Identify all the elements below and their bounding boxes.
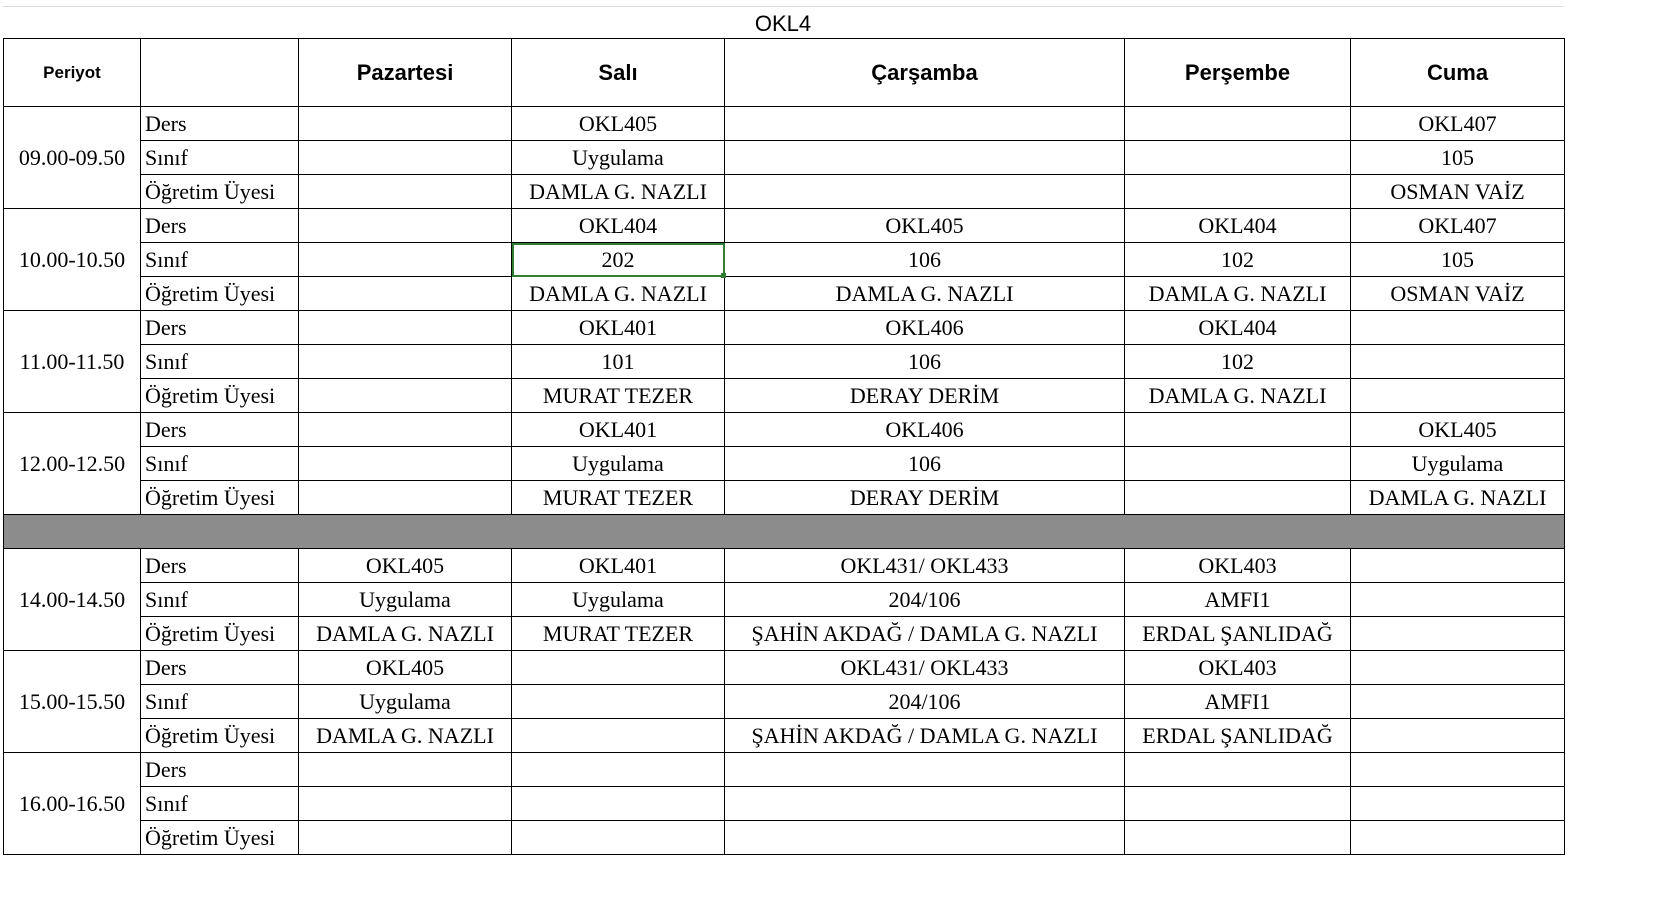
table-row — [4, 617, 1565, 651]
period-cell[interactable]: 14.00-14.50 — [4, 549, 141, 651]
period-cell[interactable]: 10.00-10.50 — [4, 209, 141, 311]
period-cell[interactable]: 16.00-16.50 — [4, 753, 141, 855]
cell-persembe-ogretim-uyesi[interactable] — [1125, 175, 1351, 209]
table-row — [4, 311, 1565, 345]
cell-carsamba-sinif[interactable]: 204/106 — [725, 685, 1125, 719]
cell-pazartesi-ders[interactable] — [299, 107, 512, 141]
cell-persembe-ogretim-uyesi[interactable]: DAMLA G. NAZLI — [1125, 379, 1351, 413]
cell-persembe-ders[interactable]: OKL404 — [1125, 209, 1351, 243]
cell-persembe-sinif[interactable] — [1125, 447, 1351, 481]
cell-persembe-sinif[interactable]: AMFI1 — [1125, 583, 1351, 617]
cell-cuma-ogretim-uyesi[interactable]: DAMLA G. NAZLI — [1351, 481, 1565, 515]
cell-pazartesi-ders[interactable] — [299, 413, 512, 447]
cell-pazartesi-sinif[interactable] — [299, 141, 512, 175]
table-row — [4, 787, 1565, 821]
row-label-sinif[interactable]: Sınıf — [141, 141, 299, 175]
sheet-title[interactable]: OKL4 — [3, 6, 1563, 39]
cell-cuma-ders[interactable]: OKL407 — [1351, 209, 1565, 243]
cell-persembe-ogretim-uyesi[interactable] — [1125, 481, 1351, 515]
table-row — [4, 821, 1565, 855]
cell-pazartesi-sinif[interactable] — [299, 447, 512, 481]
cell-carsamba-sinif[interactable]: 204/106 — [725, 583, 1125, 617]
table-row — [4, 549, 1565, 583]
cell-pazartesi-ogretim-uyesi[interactable] — [299, 277, 512, 311]
cell-carsamba-ogretim-uyesi[interactable]: DAMLA G. NAZLI — [725, 277, 1125, 311]
cell-persembe-ders[interactable] — [1125, 107, 1351, 141]
cell-persembe-ders[interactable]: OKL403 — [1125, 549, 1351, 583]
cell-sali-ders[interactable]: OKL401 — [512, 413, 725, 447]
cell-cuma-ders[interactable]: OKL405 — [1351, 413, 1565, 447]
period-cell[interactable]: 15.00-15.50 — [4, 651, 141, 753]
row-label-ogretim-uyesi[interactable]: Öğretim Üyesi — [141, 719, 299, 753]
cell-persembe-ders[interactable] — [1125, 413, 1351, 447]
row-label-ogretim-uyesi[interactable]: Öğretim Üyesi — [141, 821, 299, 855]
table-row — [4, 107, 1565, 141]
cell-persembe-ders[interactable]: OKL404 — [1125, 311, 1351, 345]
cell-persembe-sinif[interactable]: AMFI1 — [1125, 685, 1351, 719]
row-label-ders[interactable]: Ders — [141, 549, 299, 583]
table-row — [4, 243, 1565, 277]
cell-carsamba-sinif[interactable]: 106 — [725, 345, 1125, 379]
header-periyot[interactable]: Periyot — [4, 39, 141, 107]
table-row — [4, 379, 1565, 413]
lunch-break-row — [4, 515, 1565, 549]
cell-pazartesi-ogretim-uyesi[interactable] — [299, 821, 512, 855]
cell-pazartesi-sinif[interactable] — [299, 345, 512, 379]
row-label-sinif[interactable]: Sınıf — [141, 685, 299, 719]
row-label-ders[interactable]: Ders — [141, 753, 299, 787]
cell-sali-sinif[interactable]: 101 — [512, 345, 725, 379]
cell-sali-ders[interactable]: OKL401 — [512, 549, 725, 583]
cell-cuma-ogretim-uyesi[interactable]: OSMAN VAİZ — [1351, 175, 1565, 209]
cell-sali-ogretim-uyesi[interactable]: DAMLA G. NAZLI — [512, 175, 725, 209]
cell-persembe-ogretim-uyesi[interactable]: ERDAL ŞANLIDAĞ — [1125, 617, 1351, 651]
table-row — [4, 447, 1565, 481]
row-label-ders[interactable]: Ders — [141, 651, 299, 685]
cell-pazartesi-ogretim-uyesi[interactable]: DAMLA G. NAZLI — [299, 719, 512, 753]
cell-sali-ogretim-uyesi[interactable]: DAMLA G. NAZLI — [512, 277, 725, 311]
cell-carsamba-ders[interactable]: OKL406 — [725, 311, 1125, 345]
header-pazartesi[interactable]: Pazartesi — [299, 39, 512, 107]
table-row — [4, 413, 1565, 447]
row-label-sinif[interactable]: Sınıf — [141, 243, 299, 277]
cell-carsamba-ogretim-uyesi[interactable]: DERAY DERİM — [725, 379, 1125, 413]
cell-pazartesi-sinif[interactable] — [299, 787, 512, 821]
row-label-ogretim-uyesi[interactable]: Öğretim Üyesi — [141, 379, 299, 413]
table-row — [4, 345, 1565, 379]
cell-carsamba-ders[interactable] — [725, 753, 1125, 787]
cell-sali-ogretim-uyesi[interactable] — [512, 719, 725, 753]
header-sali[interactable]: Salı — [512, 39, 725, 107]
header-row — [4, 39, 1565, 107]
cell-cuma-sinif[interactable] — [1351, 685, 1565, 719]
cell-sali-sinif[interactable]: Uygulama — [512, 141, 725, 175]
cell-carsamba-ders[interactable]: OKL405 — [725, 209, 1125, 243]
row-label-ders[interactable]: Ders — [141, 311, 299, 345]
table-row — [4, 141, 1565, 175]
table-row — [4, 175, 1565, 209]
table-row — [4, 719, 1565, 753]
cell-cuma-ogretim-uyesi[interactable] — [1351, 821, 1565, 855]
cell-persembe-ogretim-uyesi[interactable]: ERDAL ŞANLIDAĞ — [1125, 719, 1351, 753]
cell-carsamba-ogretim-uyesi[interactable]: ŞAHİN AKDAĞ / DAMLA G. NAZLI — [725, 617, 1125, 651]
cell-pazartesi-ogretim-uyesi[interactable] — [299, 175, 512, 209]
cell-carsamba-sinif[interactable] — [725, 141, 1125, 175]
cell-persembe-ogretim-uyesi[interactable]: DAMLA G. NAZLI — [1125, 277, 1351, 311]
cell-cuma-sinif[interactable] — [1351, 583, 1565, 617]
cell-persembe-sinif[interactable]: 102 — [1125, 345, 1351, 379]
cell-sali-ogretim-uyesi[interactable]: MURAT TEZER — [512, 481, 725, 515]
cell-cuma-sinif[interactable]: Uygulama — [1351, 447, 1565, 481]
cell-sali-sinif[interactable]: Uygulama — [512, 447, 725, 481]
cell-carsamba-ders[interactable] — [725, 107, 1125, 141]
table-row — [4, 209, 1565, 243]
header-cuma[interactable]: Cuma — [1351, 39, 1565, 107]
cell-carsamba-ders[interactable]: OKL431/ OKL433 — [725, 651, 1125, 685]
cell-cuma-ders[interactable] — [1351, 753, 1565, 787]
cell-pazartesi-ders[interactable] — [299, 311, 512, 345]
cell-cuma-ogretim-uyesi[interactable]: OSMAN VAİZ — [1351, 277, 1565, 311]
row-label-ders[interactable]: Ders — [141, 107, 299, 141]
cell-cuma-ogretim-uyesi[interactable] — [1351, 379, 1565, 413]
cell-sali-ogretim-uyesi[interactable]: MURAT TEZER — [512, 617, 725, 651]
cell-sali-sinif[interactable]: 202 — [512, 243, 725, 277]
cell-carsamba-ogretim-uyesi[interactable]: DERAY DERİM — [725, 481, 1125, 515]
table-row — [4, 481, 1565, 515]
cell-carsamba-sinif[interactable] — [725, 787, 1125, 821]
table-row — [4, 753, 1565, 787]
selection-fill-handle[interactable] — [721, 273, 726, 278]
table-row — [4, 651, 1565, 685]
row-label-sinif[interactable]: Sınıf — [141, 447, 299, 481]
row-label-ogretim-uyesi[interactable]: Öğretim Üyesi — [141, 175, 299, 209]
row-label-sinif[interactable]: Sınıf — [141, 583, 299, 617]
cell-cuma-sinif[interactable]: 105 — [1351, 141, 1565, 175]
cell-sali-ders[interactable] — [512, 651, 725, 685]
row-label-ders[interactable]: Ders — [141, 209, 299, 243]
cell-pazartesi-sinif[interactable]: Uygulama — [299, 685, 512, 719]
header-carsamba[interactable]: Çarşamba — [725, 39, 1125, 107]
cell-pazartesi-ogretim-uyesi[interactable]: DAMLA G. NAZLI — [299, 617, 512, 651]
period-cell[interactable]: 09.00-09.50 — [4, 107, 141, 209]
cell-carsamba-ogretim-uyesi[interactable] — [725, 821, 1125, 855]
cell-carsamba-ogretim-uyesi[interactable] — [725, 175, 1125, 209]
row-label-ogretim-uyesi[interactable]: Öğretim Üyesi — [141, 277, 299, 311]
cell-cuma-sinif[interactable]: 105 — [1351, 243, 1565, 277]
cell-sali-sinif[interactable]: Uygulama — [512, 583, 725, 617]
cell-cuma-ders[interactable] — [1351, 651, 1565, 685]
cell-carsamba-ogretim-uyesi[interactable]: ŞAHİN AKDAĞ / DAMLA G. NAZLI — [725, 719, 1125, 753]
cell-sali-ders[interactable]: OKL401 — [512, 311, 725, 345]
cell-persembe-sinif[interactable] — [1125, 787, 1351, 821]
row-label-ogretim-uyesi[interactable]: Öğretim Üyesi — [141, 617, 299, 651]
row-label-sinif[interactable]: Sınıf — [141, 345, 299, 379]
cell-pazartesi-ders[interactable]: OKL405 — [299, 549, 512, 583]
cell-pazartesi-sinif[interactable] — [299, 243, 512, 277]
table-row — [4, 685, 1565, 719]
cell-persembe-ders[interactable]: OKL403 — [1125, 651, 1351, 685]
cell-sali-sinif[interactable] — [512, 787, 725, 821]
cell-pazartesi-sinif[interactable]: Uygulama — [299, 583, 512, 617]
cell-carsamba-sinif[interactable]: 106 — [725, 243, 1125, 277]
period-cell[interactable]: 11.00-11.50 — [4, 311, 141, 413]
row-label-ogretim-uyesi[interactable]: Öğretim Üyesi — [141, 481, 299, 515]
cell-cuma-ders[interactable] — [1351, 549, 1565, 583]
cell-sali-sinif[interactable] — [512, 685, 725, 719]
cell-persembe-sinif[interactable]: 102 — [1125, 243, 1351, 277]
table-row — [4, 277, 1565, 311]
header-blank[interactable] — [141, 39, 299, 107]
cell-pazartesi-ders[interactable]: OKL405 — [299, 651, 512, 685]
cell-pazartesi-ogretim-uyesi[interactable] — [299, 379, 512, 413]
cell-persembe-ders[interactable] — [1125, 753, 1351, 787]
cell-cuma-ders[interactable]: OKL407 — [1351, 107, 1565, 141]
cell-sali-ogretim-uyesi[interactable]: MURAT TEZER — [512, 379, 725, 413]
cell-pazartesi-ogretim-uyesi[interactable] — [299, 481, 512, 515]
cell-cuma-ders[interactable] — [1351, 311, 1565, 345]
row-label-sinif[interactable]: Sınıf — [141, 787, 299, 821]
cell-persembe-ogretim-uyesi[interactable] — [1125, 821, 1351, 855]
cell-cuma-ogretim-uyesi[interactable] — [1351, 617, 1565, 651]
cell-cuma-ogretim-uyesi[interactable] — [1351, 719, 1565, 753]
cell-sali-ders[interactable]: OKL405 — [512, 107, 725, 141]
table-row — [4, 583, 1565, 617]
break-cell[interactable] — [4, 515, 1565, 549]
period-cell[interactable]: 12.00-12.50 — [4, 413, 141, 515]
cell-carsamba-ders[interactable]: OKL406 — [725, 413, 1125, 447]
cell-carsamba-ders[interactable]: OKL431/ OKL433 — [725, 549, 1125, 583]
schedule-table — [3, 38, 1565, 855]
cell-carsamba-sinif[interactable]: 106 — [725, 447, 1125, 481]
cell-pazartesi-ders[interactable] — [299, 209, 512, 243]
cell-sali-ders[interactable]: OKL404 — [512, 209, 725, 243]
cell-sali-ogretim-uyesi[interactable] — [512, 821, 725, 855]
cell-persembe-sinif[interactable] — [1125, 141, 1351, 175]
cell-cuma-sinif[interactable] — [1351, 345, 1565, 379]
header-persembe[interactable]: Perşembe — [1125, 39, 1351, 107]
row-label-ders[interactable]: Ders — [141, 413, 299, 447]
cell-cuma-sinif[interactable] — [1351, 787, 1565, 821]
cell-sali-ders[interactable] — [512, 753, 725, 787]
cell-pazartesi-ders[interactable] — [299, 753, 512, 787]
